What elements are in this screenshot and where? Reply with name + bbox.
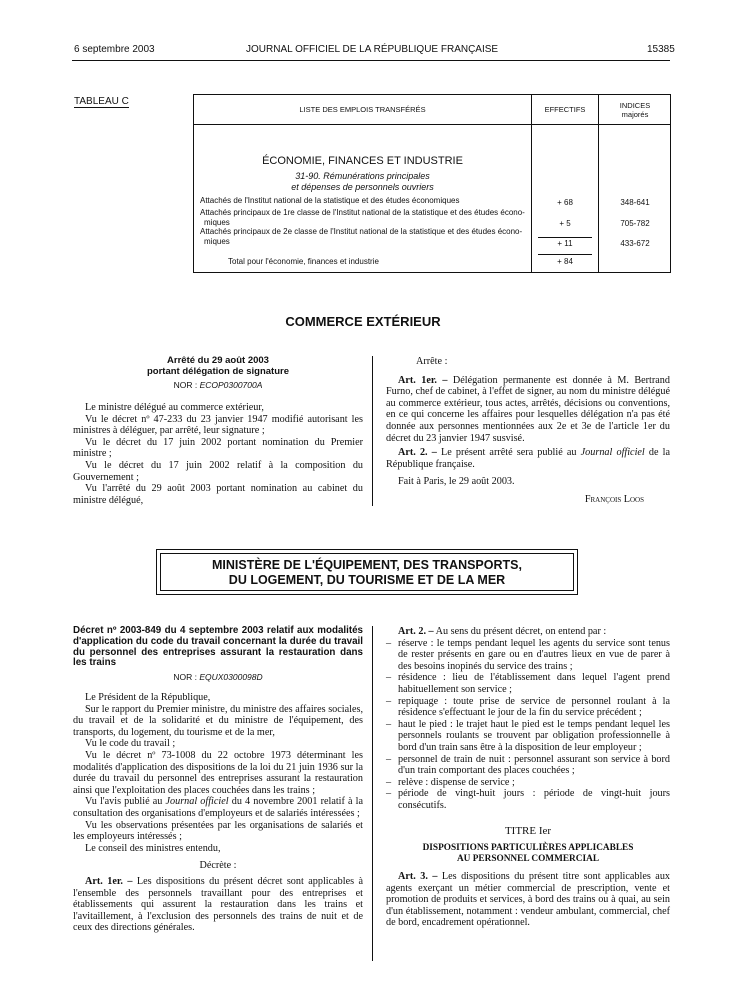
column-rule: [372, 626, 373, 961]
row-label: Attachés principaux de 1re classe de l'Institut national de la statistique et des études écono-: [200, 208, 525, 217]
ministry-title: [157, 558, 577, 588]
ministry-box: [156, 549, 578, 595]
row-label: Attachés principaux de 2e classe de l'Institut national de la statistique et des études écono-: [200, 227, 523, 236]
row-effectif: + 11: [557, 239, 573, 248]
table-col-indices-line2: majorés: [621, 110, 649, 119]
visa-para: Le conseil des ministres entendu,: [85, 842, 221, 854]
arrete-title-line1: Arrêté du 29 août 2003: [167, 355, 269, 366]
titre-subheading: [386, 843, 670, 865]
ministry-heading: ÉCONOMIE, FINANCES ET INDUSTRIE: [262, 155, 463, 167]
arrete-articles: [386, 356, 670, 506]
total-label: Total pour l'économie, finances et industrie: [228, 257, 379, 266]
subtotal-rule: [538, 237, 592, 238]
visa-para: Vu le décret nº 47-233 du 23 janvier 1947 modifié autorisant les ministres à déléguer, par arrêté, leur signature ;: [73, 413, 363, 437]
visa-para: Vu les observations présentées par les organisations de salariés et les employeurs intéressés ;: [73, 819, 363, 843]
visa-para: Vu le décret du 17 juin 2002 relatif à la composition du Gouvernement ;: [73, 459, 363, 483]
chapter-line1: 31-90. Rémunérations principales: [295, 171, 430, 181]
visa-para: Le Président de la République,: [85, 692, 211, 703]
art-text: Au sens du présent décret, on entend par :: [435, 626, 607, 637]
art-text: de la République française.: [386, 447, 671, 470]
visa-para: Le ministre délégué au commerce extérieur,: [85, 402, 264, 413]
arrete-visas: [73, 402, 363, 506]
total-value: + 84: [557, 257, 573, 266]
definitions-list: [386, 638, 670, 812]
header-divider: [194, 124, 670, 125]
art-text: Les dispositions du présent décret sont applicables à l'ensemble des personnels travaillant pour des entreprises et établissements qui assurent la restauration dans les trains et l'avitaillement, à l'exclusion des personnels des trains de nuit et de ceux des directions générales.: [73, 875, 363, 934]
visa-para: Vu le décret nº 73-1008 du 22 octobre 1973 déterminant les modalités d'application des dispositions de la loi du 21 juin 1936 sur la durée du travail du personnel des entreprises assurant la restauration ainsi que l'exploitation des places couchées dans les trains ;: [73, 749, 363, 796]
journal-officiel-ref: Journal officiel: [165, 796, 229, 808]
ministry-title-line1: MINISTÈRE DE L'ÉQUIPEMENT, DES TRANSPORTS,: [212, 558, 522, 572]
list-item: – période de vingt-huit jours : période de vingt-huit jours consécutifs.: [386, 788, 670, 811]
art-text: Délégation permanente est donnée à M. Bertrand Furno, chef de cabinet, à l'effet de signer, au nom du ministre délégué au commerce extérieur, tous actes, arrêtés, décisions ou conventions, en ce qui concerne les affaires pour lesquelles délégation n'a pas été donnée aux personnes mentionnées aux 2e et 3e de l'article 1er du décret du 23 janvier 1947 susvisé.: [386, 374, 670, 444]
decret-right-column: [386, 626, 670, 929]
chapter-heading: [194, 171, 531, 193]
row-effectif: + 68: [557, 198, 573, 207]
titre-sub-line1: DISPOSITIONS PARTICULIÈRES APPLICABLES: [422, 843, 634, 854]
visa-para: Sur le rapport du Premier ministre, du ministre des affaires sociales, du travail et de la solidarité et du ministre de l'équipement, des transports, du logement, du tourisme et de la mer,: [73, 703, 363, 738]
table-col-effectifs: EFFECTIFS: [544, 105, 586, 114]
list-item: – réserve : le temps pendant lequel les agents du service sont tenus de rester présents en gare ou en d'autres lieux en vue de parer à des besoins inopinés du service des trains ;: [386, 638, 670, 673]
nor-code: ECOP0300700A: [199, 380, 263, 390]
nor-label: NOR :: [173, 380, 198, 390]
art-label: Art. 2. –: [398, 626, 434, 637]
table-row: [200, 227, 528, 246]
row-indice: 433-672: [620, 239, 650, 248]
row-label: Attachés de l'Institut national de la statistique et des études économiques: [200, 196, 460, 205]
journal-officiel-ref: Journal officiel: [580, 447, 645, 459]
decrete-label: Décrète :: [199, 860, 237, 872]
row-indice: 705-782: [620, 219, 650, 228]
section-title: COMMERCE EXTÉRIEUR: [285, 314, 441, 329]
table-row: [200, 208, 528, 227]
list-item: – personnel de train de nuit : personnel assurant son service à bord d'un train comportant des places couchées ;: [386, 754, 670, 777]
arrete-art1: [386, 375, 670, 445]
fait-line: Fait à Paris, le 29 août 2003.: [398, 476, 515, 488]
nor-label: NOR :: [173, 672, 197, 682]
decret-art1: [73, 876, 363, 934]
signature: François Loos: [584, 493, 644, 505]
decret-art2: [386, 626, 670, 638]
nor-code: EQUX0300098D: [199, 672, 263, 682]
arrete-title-line2: portant délégation de signature: [147, 366, 289, 377]
art-label: Art. 2. –: [398, 447, 437, 459]
tableau-c: [193, 94, 671, 273]
list-item: – repiquage : toute prise de service de personnel roulant à la résidence s'effectuant le jour de la fin du service précédent ;: [386, 696, 670, 719]
table-row: [200, 196, 528, 206]
visa-para: Vu l'arrêté du 29 août 2003 portant nomination au cabinet du ministre délégué,: [73, 483, 363, 506]
total-rule: [538, 254, 592, 255]
visa-para: [73, 796, 363, 819]
header-date: 6 septembre 2003: [74, 44, 155, 55]
visa-para: Vu le code du travail ;: [85, 738, 176, 750]
table-col-indices-line1: INDICES: [619, 101, 651, 110]
nor-line: [73, 380, 363, 390]
table-col-emplois: LISTE DES EMPLOIS TRANSFÉRÉS: [299, 105, 426, 114]
visa-text: du 4 novembre 2001 relatif à la consultation des organisations d'employeurs et de salariés intéressées ;: [73, 796, 364, 819]
arrete-art2: [386, 447, 670, 470]
decret-visas: [73, 692, 363, 934]
header-journal: JOURNAL OFFICIEL DE LA RÉPUBLIQUE FRANÇAISE: [246, 44, 499, 55]
row-effectif: + 5: [559, 219, 571, 228]
column-rule: [372, 356, 373, 506]
list-item: – relève : dispense de service ;: [386, 777, 670, 789]
row-label-cont: miques: [204, 217, 230, 227]
row-label-cont: miques: [204, 236, 230, 246]
arrete-label: Arrête :: [416, 356, 448, 367]
titre-heading: TITRE Ier: [504, 824, 552, 837]
list-item: – haut le pied : le trajet haut le pied est le temps pendant lequel les personnels roulants se trouvent par obligation professionnelle à bord d'un train sans être à la disposition de leur employeur ;: [386, 719, 670, 754]
decret-title: Décret nº 2003-849 du 4 septembre 2003 relatif aux modalités d'application du code du travail concernant la durée du travail du personnel des entreprises assurant la restauration dans les trains: [73, 625, 363, 669]
art-label: Art. 1er. –: [398, 374, 448, 386]
list-item: – résidence : lieu de l'établissement dans lequel l'agent prend habituellement son service ;: [386, 672, 670, 695]
tableau-label: TABLEAU C: [74, 96, 129, 107]
art-label: Art. 3. –: [398, 871, 438, 883]
art-text: Les dispositions du présent titre sont applicables aux agents exerçant un métier commercial de prescription, vente et promotion de produits et services, à bord des trains ou à quai, au sein d'un établissement, notamment : vendeur ambulant, commercial, chef de bord, encadrement opérationnel.: [386, 871, 671, 929]
art-text: Le présent arrêté sera publié au: [440, 447, 577, 459]
decret-nor-line: [73, 672, 363, 682]
row-indice: 348-641: [620, 198, 650, 207]
header-page-number: 15385: [647, 44, 675, 55]
header-rule: [72, 60, 670, 61]
art-label: Art. 1er. –: [85, 875, 133, 887]
visa-para: Vu le décret du 17 juin 2002 portant nomination du Premier ministre ;: [73, 436, 363, 460]
titre-sub-line2: AU PERSONNEL COMMERCIAL: [456, 854, 600, 865]
table-col-indices: [599, 101, 671, 119]
ministry-title-line2: DU LOGEMENT, DU TOURISME ET DE LA MER: [228, 573, 506, 587]
decret-art3: [386, 871, 670, 929]
visa-text: Vu l'avis publié au: [85, 796, 163, 808]
chapter-line2: et dépenses de personnels ouvriers: [291, 182, 434, 192]
arrete-title: [73, 355, 363, 377]
